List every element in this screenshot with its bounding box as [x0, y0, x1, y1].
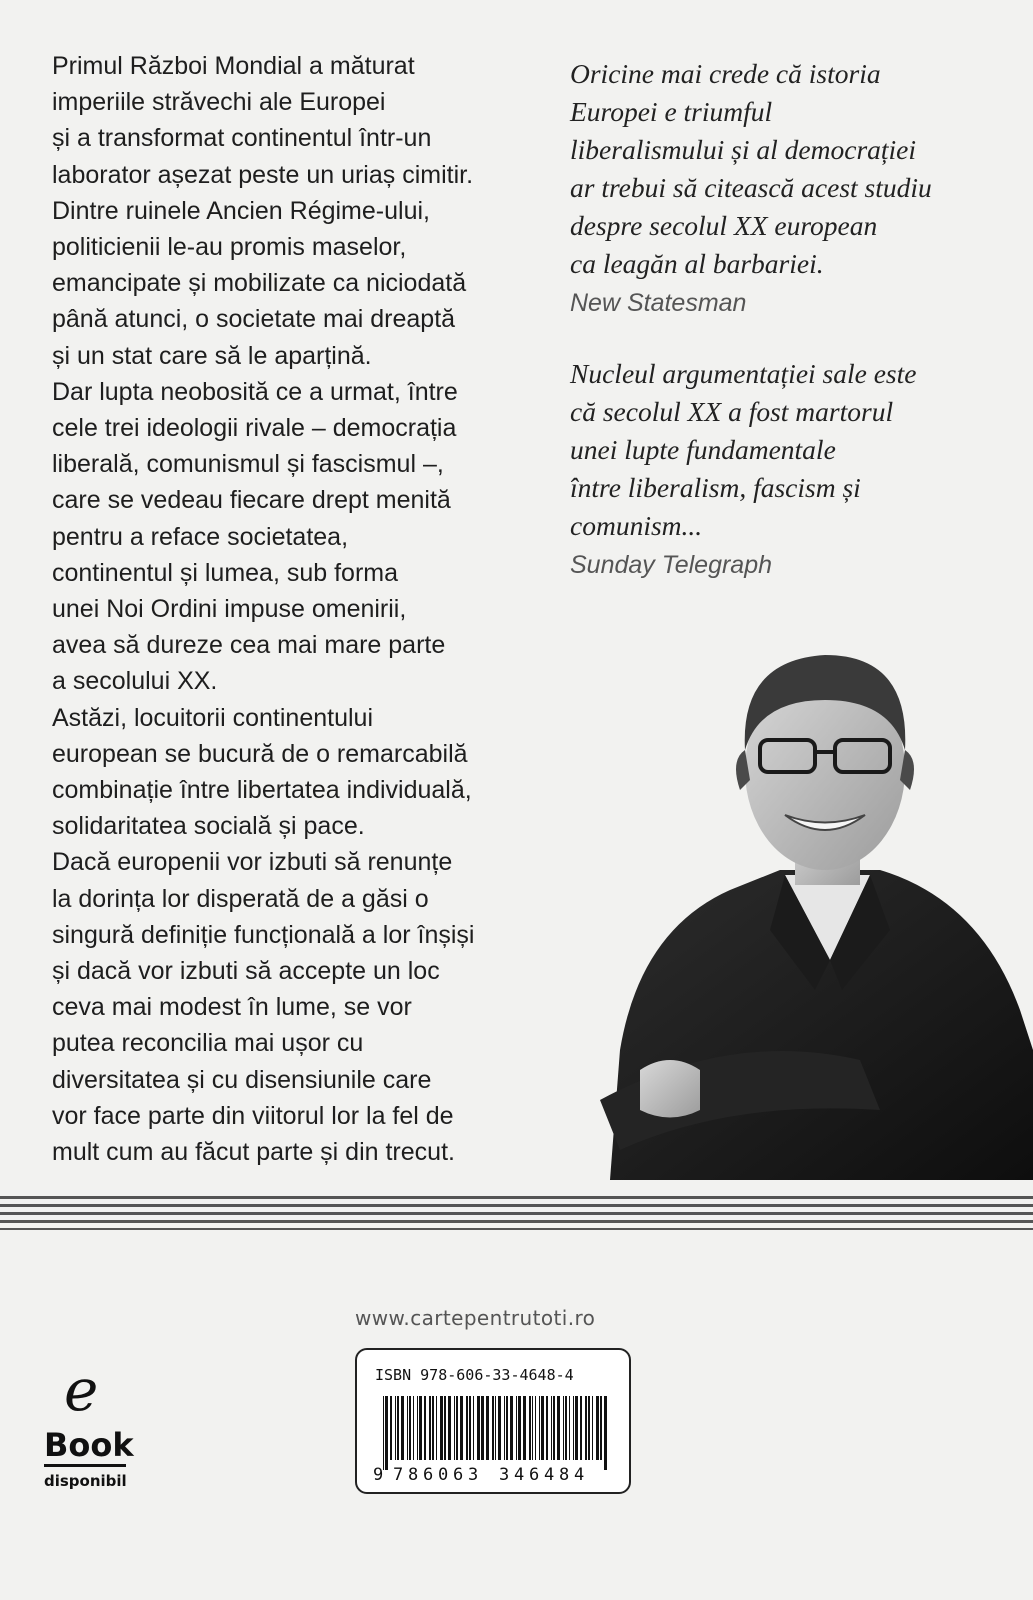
barcode-bar	[424, 1396, 426, 1460]
barcode-bar	[532, 1396, 533, 1460]
barcode-digit: 0	[438, 1465, 449, 1485]
barcode-bar	[575, 1396, 578, 1460]
barcode-bar	[516, 1396, 517, 1460]
barcode-digit: 9	[373, 1465, 384, 1485]
barcode-digit: 3	[468, 1465, 479, 1485]
author-photo	[580, 630, 1033, 1180]
barcode-bar	[600, 1396, 602, 1460]
barcode-digit: 6	[529, 1465, 540, 1485]
barcode-bar	[551, 1396, 552, 1460]
quote-line: despre secolul XX european	[570, 210, 878, 241]
barcode-bar	[529, 1396, 531, 1460]
barcode-bar	[409, 1396, 411, 1460]
barcode-bar	[585, 1396, 587, 1460]
ebook-letter: e	[64, 1358, 99, 1424]
quote-line: între liberalism, fascism și	[570, 472, 861, 503]
barcode-bar	[580, 1396, 582, 1460]
barcode-bar	[563, 1396, 564, 1460]
barcode-bar	[429, 1396, 431, 1460]
barcode-bar	[506, 1396, 508, 1460]
barcode-bar	[535, 1396, 536, 1460]
quote-line: că secolul XX a fost martorul	[570, 396, 894, 427]
isbn-label: ISBN 978-606-33-4648-4	[375, 1366, 574, 1384]
barcode-digit: 4	[514, 1465, 525, 1485]
blurb-line: Dintre ruinele Ancien Régime-ului,	[52, 196, 430, 225]
review-quote-new-statesman	[570, 55, 1010, 318]
barcode-bar	[588, 1396, 590, 1460]
blurb-line: cele trei ideologii rivale – democrația	[52, 414, 457, 443]
blurb-line: și dacă vor izbuti să accepte un loc	[52, 957, 440, 986]
barcode-bar	[541, 1396, 544, 1460]
barcode-digit: 4	[574, 1465, 585, 1485]
blurb-line: ceva mai modest în lume, se vor	[52, 993, 412, 1022]
blurb-line: laborator așezat peste un uriaș cimitir.	[52, 160, 474, 189]
quote-line: comunism...	[570, 510, 703, 541]
barcode-bar	[569, 1396, 570, 1460]
barcode-digit: 7	[393, 1465, 404, 1485]
blurb-line: continentul și lumea, sub forma	[52, 558, 399, 587]
barcode-bar	[456, 1396, 458, 1460]
barcode-bar	[407, 1396, 408, 1460]
barcode-digit: 8	[559, 1465, 570, 1485]
barcode-bar	[466, 1396, 468, 1460]
barcode-bar	[573, 1396, 574, 1460]
barcode-bar	[397, 1396, 399, 1460]
barcode-bar	[498, 1396, 501, 1460]
blurb-line: Primul Război Mondial a măturat	[52, 52, 415, 80]
barcode-bar	[469, 1396, 471, 1460]
publisher-website: www.cartepentrutoti.ro	[355, 1306, 596, 1330]
review-quote-sunday-telegraph	[570, 355, 1010, 580]
blurb-line: vor face parte din viitorul lor la fel de	[52, 1101, 454, 1130]
barcode-bar	[385, 1396, 388, 1470]
barcode-bar	[448, 1396, 451, 1460]
barcode-bar	[518, 1396, 521, 1460]
blurb-line: emancipate și mobilizate ca niciodată	[52, 269, 467, 298]
barcode-bar	[495, 1396, 496, 1460]
barcode-bar	[401, 1396, 404, 1460]
barcode-bar	[454, 1396, 455, 1460]
blurb-line: avea să dureze cea mai mare parte	[52, 631, 446, 660]
blurb-line: diversitatea și cu disensiunile care	[52, 1065, 432, 1094]
decorative-rules	[0, 1196, 1033, 1232]
ebook-caption: disponibil	[44, 1472, 127, 1490]
barcode-digit: 6	[423, 1465, 434, 1485]
blurb-line: a secolului XX.	[52, 667, 218, 696]
quote-line: ca leagăn al barbariei.	[570, 248, 824, 279]
blurb-line: combinație între libertatea individuală,	[52, 776, 472, 805]
barcode-bar	[395, 1396, 396, 1460]
blurb-line: și un stat care să le aparțină.	[52, 341, 372, 370]
barcode-bar	[592, 1396, 593, 1460]
blurb-line: Dacă europenii vor izbuti să renunțe	[52, 848, 453, 877]
barcode-bar	[510, 1396, 513, 1460]
barcode-bar	[492, 1396, 494, 1460]
blurb-line: singură definiție funcțională a lor înșiși	[52, 920, 475, 949]
barcode-bar	[417, 1396, 418, 1460]
blurb-line: putea reconcilia mai ușor cu	[52, 1029, 364, 1058]
blurb-line: mult cum au făcut parte și din trecut.	[52, 1138, 455, 1167]
blurb-line: Astăzi, locuitorii continentului	[52, 703, 373, 732]
barcode-bar	[565, 1396, 567, 1460]
quote-line: liberalismului și al democrației	[570, 134, 917, 165]
barcode-bar	[473, 1396, 474, 1460]
blurb-line: până atunci, o societate mai dreaptă	[52, 305, 456, 334]
quote-source: New Statesman	[570, 289, 747, 317]
barcode-bar	[553, 1396, 555, 1460]
barcode-bar	[444, 1396, 446, 1460]
quote-line: ar trebui să citească acest studiu	[570, 172, 932, 203]
blurb-line: Dar lupta neobosită ce a urmat, între	[52, 377, 458, 406]
barcode-bar	[523, 1396, 526, 1460]
blurb-line: și a transformat continentul într-un	[52, 124, 432, 153]
blurb-line: imperiile străvechi ale Europei	[52, 88, 386, 117]
barcode-bar	[383, 1396, 384, 1470]
barcode-bar	[419, 1396, 422, 1460]
ebook-available-badge	[42, 1358, 142, 1498]
blurb-line: la dorința lor disperată de a găsi o	[52, 884, 429, 913]
barcode-bar	[539, 1396, 540, 1460]
blurb-line: european se bucură de o remarcabilă	[52, 739, 468, 768]
blurb-line: care se vedeau fiecare drept menită	[52, 486, 451, 515]
barcode-bar	[486, 1396, 489, 1460]
blurb-line: solidaritatea socială și pace.	[52, 812, 365, 841]
barcode-digit: 4	[544, 1465, 555, 1485]
barcode-bar	[432, 1396, 434, 1460]
blurb-line: politicienii le-au promis maselor,	[52, 233, 407, 262]
quote-line: unei lupte fundamentale	[570, 434, 836, 465]
barcode-digit: 3	[499, 1465, 510, 1485]
barcode-bar	[436, 1396, 437, 1460]
barcode-bar	[596, 1396, 599, 1460]
barcode-bar	[460, 1396, 463, 1460]
barcode-bar	[481, 1396, 484, 1460]
ebook-word: Book	[44, 1426, 134, 1464]
barcode-bar	[413, 1396, 414, 1460]
quote-line: Europei e triumful	[570, 96, 773, 127]
barcode-digit: 8	[408, 1465, 419, 1485]
quote-source: Sunday Telegraph	[570, 551, 773, 579]
quote-line: Nucleul argumentației sale este	[570, 358, 917, 389]
barcode	[371, 1394, 619, 1486]
barcode-bar	[390, 1396, 392, 1460]
blurb-line: pentru a reface societatea,	[52, 522, 349, 551]
barcode-bar	[557, 1396, 560, 1460]
barcode-bar	[546, 1396, 548, 1460]
barcode-bar	[440, 1396, 443, 1460]
barcode-bar	[477, 1396, 480, 1460]
barcode-bar	[504, 1396, 505, 1460]
back-cover-blurb	[52, 48, 522, 1170]
barcode-digit: 6	[453, 1465, 464, 1485]
barcode-bar	[604, 1396, 607, 1470]
blurb-line: liberală, comunismul și fascismul –,	[52, 450, 444, 479]
isbn-barcode-box	[355, 1348, 631, 1494]
quote-line: Oricine mai crede că istoria	[570, 58, 881, 89]
blurb-line: unei Noi Ordini impuse omenirii,	[52, 595, 407, 624]
